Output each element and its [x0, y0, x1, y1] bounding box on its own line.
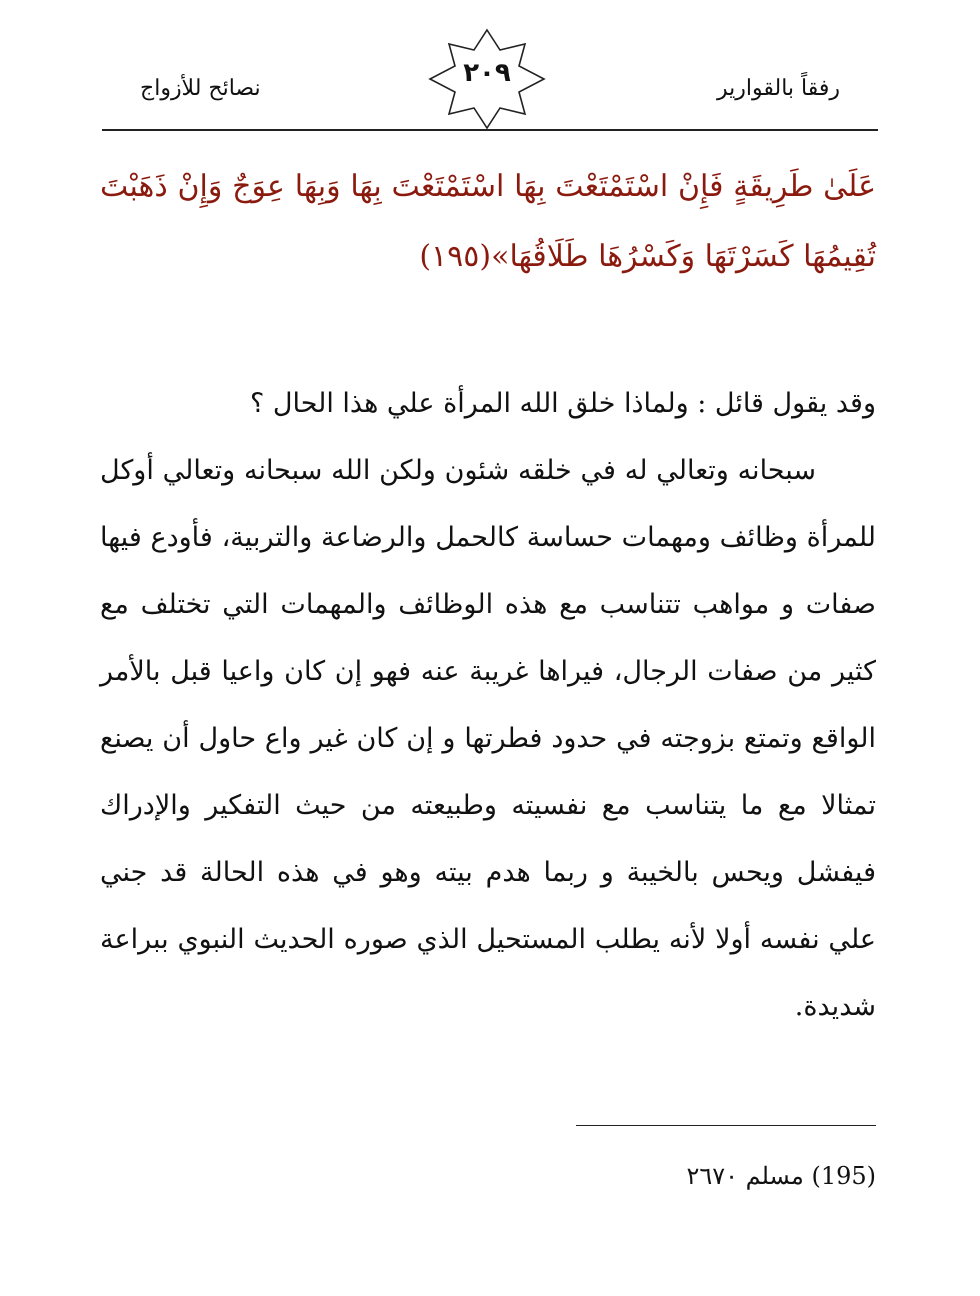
hadith-quote-text: عَلَىٰ طَرِيقَةٍ فَإِنْ اسْتَمْتَعْتَ بِهَا اسْتَمْتَعْتَ بِهَا وَبِهَا عِوَجٌ وَإِنْ ذَهَبْتَ تُقِيمُهَا كَسَرْتَهَا وَكَسْرُهَا طَلَاقُهَا»: [100, 169, 876, 274]
question-line: وقد يقول قائل : ولماذا خلق الله المرأة علي هذا الحال ؟: [249, 388, 876, 419]
header-divider: [102, 129, 878, 131]
body-paragraph: سبحانه وتعالي له في خلقه شئون ولكن الله سبحانه وتعالي أوكل للمرأة وظائف ومهمات حساسة كالحمل والرضاعة والتربية، فأودع فيها صفات و مواهب تتناسب مع هذه الوظائف والمهمات التي تختلف مع كثير من صفات الرجال، فيراها غريبة عنه فهو إن كان واعيا قبل بالأمر الواقع وتمتع بزوجته في حدود فطرتها و إن كان غير واع حاول أن يصنع تمثالا مع ما يتناسب مع نفسيته وطبيعته من حيث التفكير والإدراك فيفشل ويحس بالخيبة و ربما هدم بيته وهو في هذه الحالة قد جني علي نفسه أولا لأنه يطلب المستحيل الذي صوره الحديث النبوي ببراعة شديدة.: [100, 455, 876, 1022]
footnote-reference: (١٩٥): [419, 239, 492, 274]
footnote-divider: [576, 1125, 876, 1126]
main-text: [100, 370, 876, 1040]
hadith-quote: [100, 152, 876, 292]
book-title: رفقاً بالقوارير: [717, 76, 840, 101]
page-number-badge: [428, 28, 546, 130]
page-header: [0, 0, 980, 140]
footnote: (195) مسلم ٢٦٧٠: [686, 1162, 876, 1190]
page-number: ٢٠٩: [463, 58, 511, 88]
book-section-title: نصائح للأزواج: [140, 76, 261, 101]
